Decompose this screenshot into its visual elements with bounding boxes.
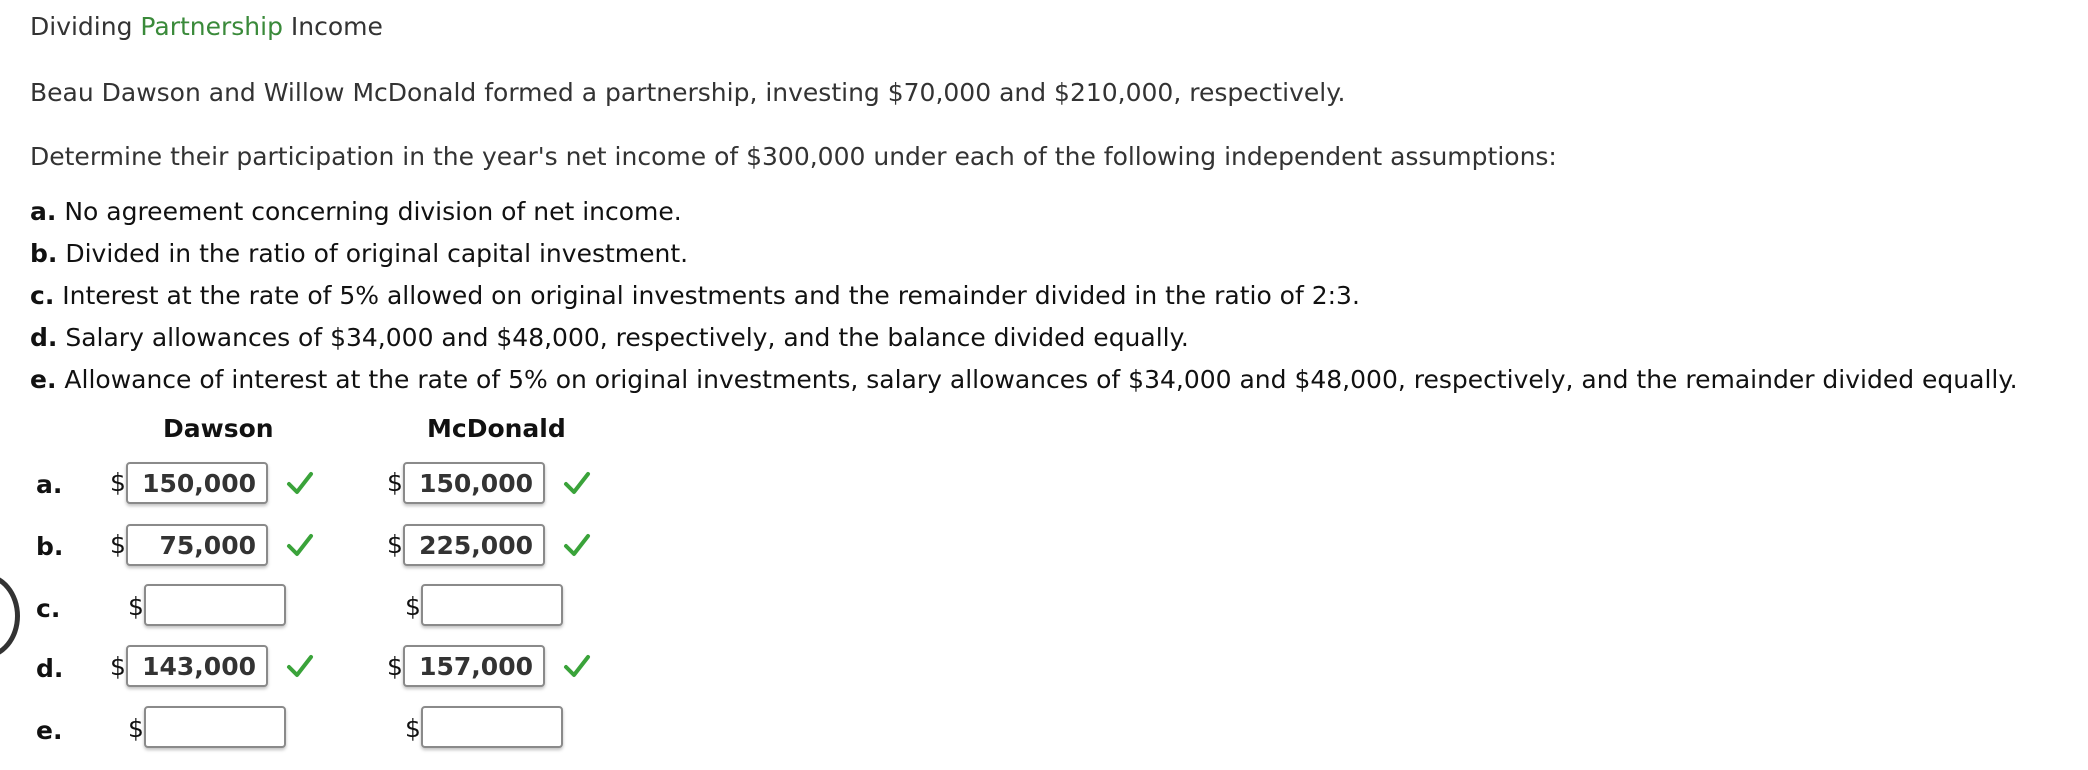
row-label-a: a. bbox=[36, 470, 63, 499]
assumption-letter: b. bbox=[30, 239, 58, 268]
mcdonald-input-c[interactable] bbox=[421, 584, 563, 626]
page-title bbox=[30, 12, 383, 41]
mcdonald-input-a[interactable] bbox=[403, 462, 545, 504]
dawson-input-e[interactable] bbox=[144, 706, 286, 748]
dawson-input-d[interactable] bbox=[126, 645, 268, 687]
assumption-a bbox=[30, 197, 682, 226]
dollar-sign: $ bbox=[387, 468, 403, 497]
title-prefix: Dividing bbox=[30, 12, 141, 41]
assumption-text: Allowance of interest at the rate of 5% on original investments, salary allowances of $34,000 and $48,000, respectively, and the remainder divided equally. bbox=[56, 365, 2018, 394]
check-icon bbox=[563, 652, 591, 680]
title-suffix: Income bbox=[282, 12, 383, 41]
row-label-b: b. bbox=[36, 532, 64, 561]
dollar-sign: $ bbox=[405, 714, 421, 743]
assumption-b bbox=[30, 239, 688, 268]
assumption-text: Salary allowances of $34,000 and $48,000, respectively, and the balance divided equally. bbox=[57, 323, 1189, 352]
dollar-sign: $ bbox=[405, 592, 421, 621]
mcdonald-input-e[interactable] bbox=[421, 706, 563, 748]
row-label-c: c. bbox=[36, 594, 61, 623]
check-icon bbox=[286, 531, 314, 559]
dawson-input-a[interactable] bbox=[126, 462, 268, 504]
dollar-sign: $ bbox=[110, 468, 126, 497]
assumption-text: No agreement concerning division of net income. bbox=[56, 197, 682, 226]
assumption-letter: e. bbox=[30, 365, 57, 394]
assumption-c bbox=[30, 281, 1360, 310]
focus-indicator bbox=[0, 573, 20, 659]
check-icon bbox=[563, 469, 591, 497]
assumption-letter: c. bbox=[30, 281, 55, 310]
assumption-d bbox=[30, 323, 1189, 352]
row-label-e: e. bbox=[36, 716, 63, 745]
assumption-text: Divided in the ratio of original capital investment. bbox=[57, 239, 689, 268]
question-text: Determine their participation in the year's net income of $300,000 under each of the following independent assumptions: bbox=[30, 142, 1557, 171]
assumption-text: Interest at the rate of 5% allowed on original investments and the remainder divided in the ratio of 2:3. bbox=[54, 281, 1360, 310]
dawson-input-c[interactable] bbox=[144, 584, 286, 626]
column-header-dawson: Dawson bbox=[163, 414, 274, 443]
assumption-letter: a. bbox=[30, 197, 57, 226]
dollar-sign: $ bbox=[110, 530, 126, 559]
check-icon bbox=[286, 652, 314, 680]
dollar-sign: $ bbox=[128, 714, 144, 743]
assumption-letter: d. bbox=[30, 323, 58, 352]
dawson-input-b[interactable] bbox=[126, 524, 268, 566]
assumption-e bbox=[30, 365, 2018, 394]
row-label-d: d. bbox=[36, 654, 64, 683]
check-icon bbox=[286, 469, 314, 497]
intro-text: Beau Dawson and Willow McDonald formed a partnership, investing $70,000 and $210,000, respectively. bbox=[30, 78, 1346, 107]
dollar-sign: $ bbox=[128, 592, 144, 621]
mcdonald-input-b[interactable] bbox=[403, 524, 545, 566]
dollar-sign: $ bbox=[387, 530, 403, 559]
dollar-sign: $ bbox=[387, 652, 403, 681]
column-header-mcdonald: McDonald bbox=[427, 414, 566, 443]
check-icon bbox=[563, 531, 591, 559]
title-highlight-link[interactable]: Partnership bbox=[140, 12, 283, 41]
dollar-sign: $ bbox=[110, 652, 126, 681]
mcdonald-input-d[interactable] bbox=[403, 645, 545, 687]
